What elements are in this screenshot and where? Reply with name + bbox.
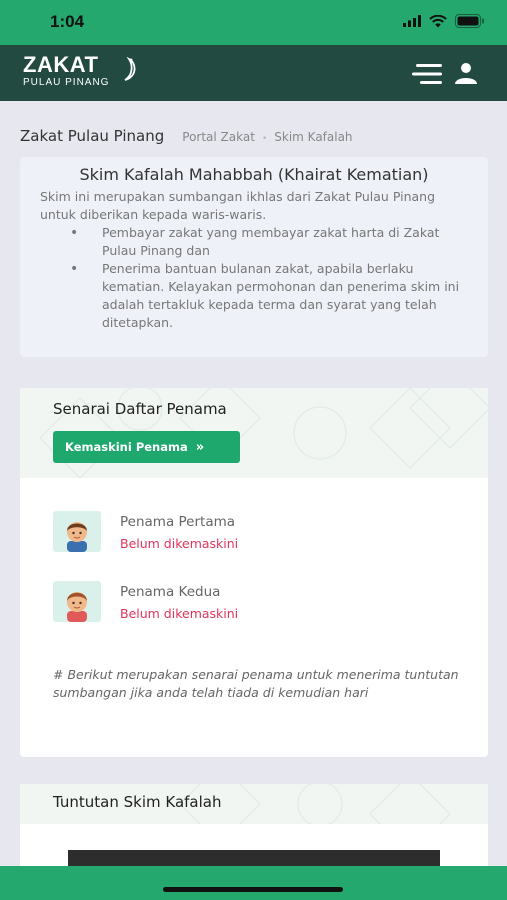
wifi-icon	[429, 15, 447, 28]
page-title: Zakat Pulau Pinang	[20, 127, 165, 145]
boy-avatar-icon	[53, 511, 101, 552]
menu-icon[interactable]	[412, 63, 442, 85]
logo-main-text: ZAKAT	[23, 52, 99, 77]
nominee-status: Belum dikemaskini	[120, 606, 239, 621]
nominee-name: Penama Kedua	[120, 584, 221, 600]
info-description: Skim ini merupakan sumbangan ikhlas dari Zakat Pulau Pinang untuk diberikan kepada waris-waris.	[40, 189, 436, 222]
penama-note: # Berikut merupakan senarai penama untuk menerima tuntutan sumbangan jika anda telah tiada di kemudian hari	[53, 667, 459, 700]
info-bullet-list	[20, 224, 488, 332]
boy-avatar-icon	[53, 581, 101, 622]
penama-card	[20, 388, 488, 757]
update-penama-button[interactable]	[53, 431, 240, 463]
penama-card-header	[20, 388, 488, 478]
info-bullet-item: • Penerima bantuan bulanan zakat, apabila berlaku kematian. Kelayakan permohonan dan penerima skim ini adalah tertakluk kepada terma dan syarat yang telah ditetapkan.	[40, 260, 466, 332]
battery-icon	[455, 14, 485, 28]
app-header	[0, 45, 507, 101]
breadcrumb-separator-icon: •	[261, 134, 268, 144]
claim-card-header	[20, 784, 488, 824]
info-title: Skim Kafalah Mahabbah (Khairat Kematian)	[79, 165, 429, 184]
info-bullet-item: • Pembayar zakat yang membayar zakat harta di Zakat Pulau Pinang dan	[40, 224, 466, 260]
home-indicator[interactable]	[163, 887, 343, 892]
nominee-name: Penama Pertama	[120, 514, 236, 530]
status-time: 1:04	[50, 12, 85, 31]
nominee-item[interactable]	[53, 581, 238, 623]
double-chevron-right-icon: »	[195, 439, 205, 455]
status-icons	[403, 14, 485, 28]
breadcrumb-skim-kafalah: Skim Kafalah	[274, 130, 353, 144]
claim-title: Tuntutan Skim Kafalah	[53, 793, 222, 811]
zakat-logo[interactable]	[23, 53, 109, 88]
breadcrumb	[20, 127, 353, 145]
nominee-item[interactable]	[53, 511, 238, 553]
update-penama-label: Kemaskini Penama	[65, 440, 188, 454]
crescent-icon	[119, 57, 141, 83]
info-card	[20, 157, 488, 357]
status-bar	[0, 0, 507, 45]
logo-sub-text: PULAU PINANG	[23, 77, 110, 88]
breadcrumb-portal-zakat[interactable]: Portal Zakat	[182, 130, 255, 144]
nominee-status: Belum dikemaskini	[120, 536, 239, 551]
user-icon[interactable]	[454, 62, 478, 84]
signal-icon	[403, 15, 421, 27]
bottom-bar	[0, 866, 507, 900]
penama-title: Senarai Daftar Penama	[53, 400, 227, 418]
